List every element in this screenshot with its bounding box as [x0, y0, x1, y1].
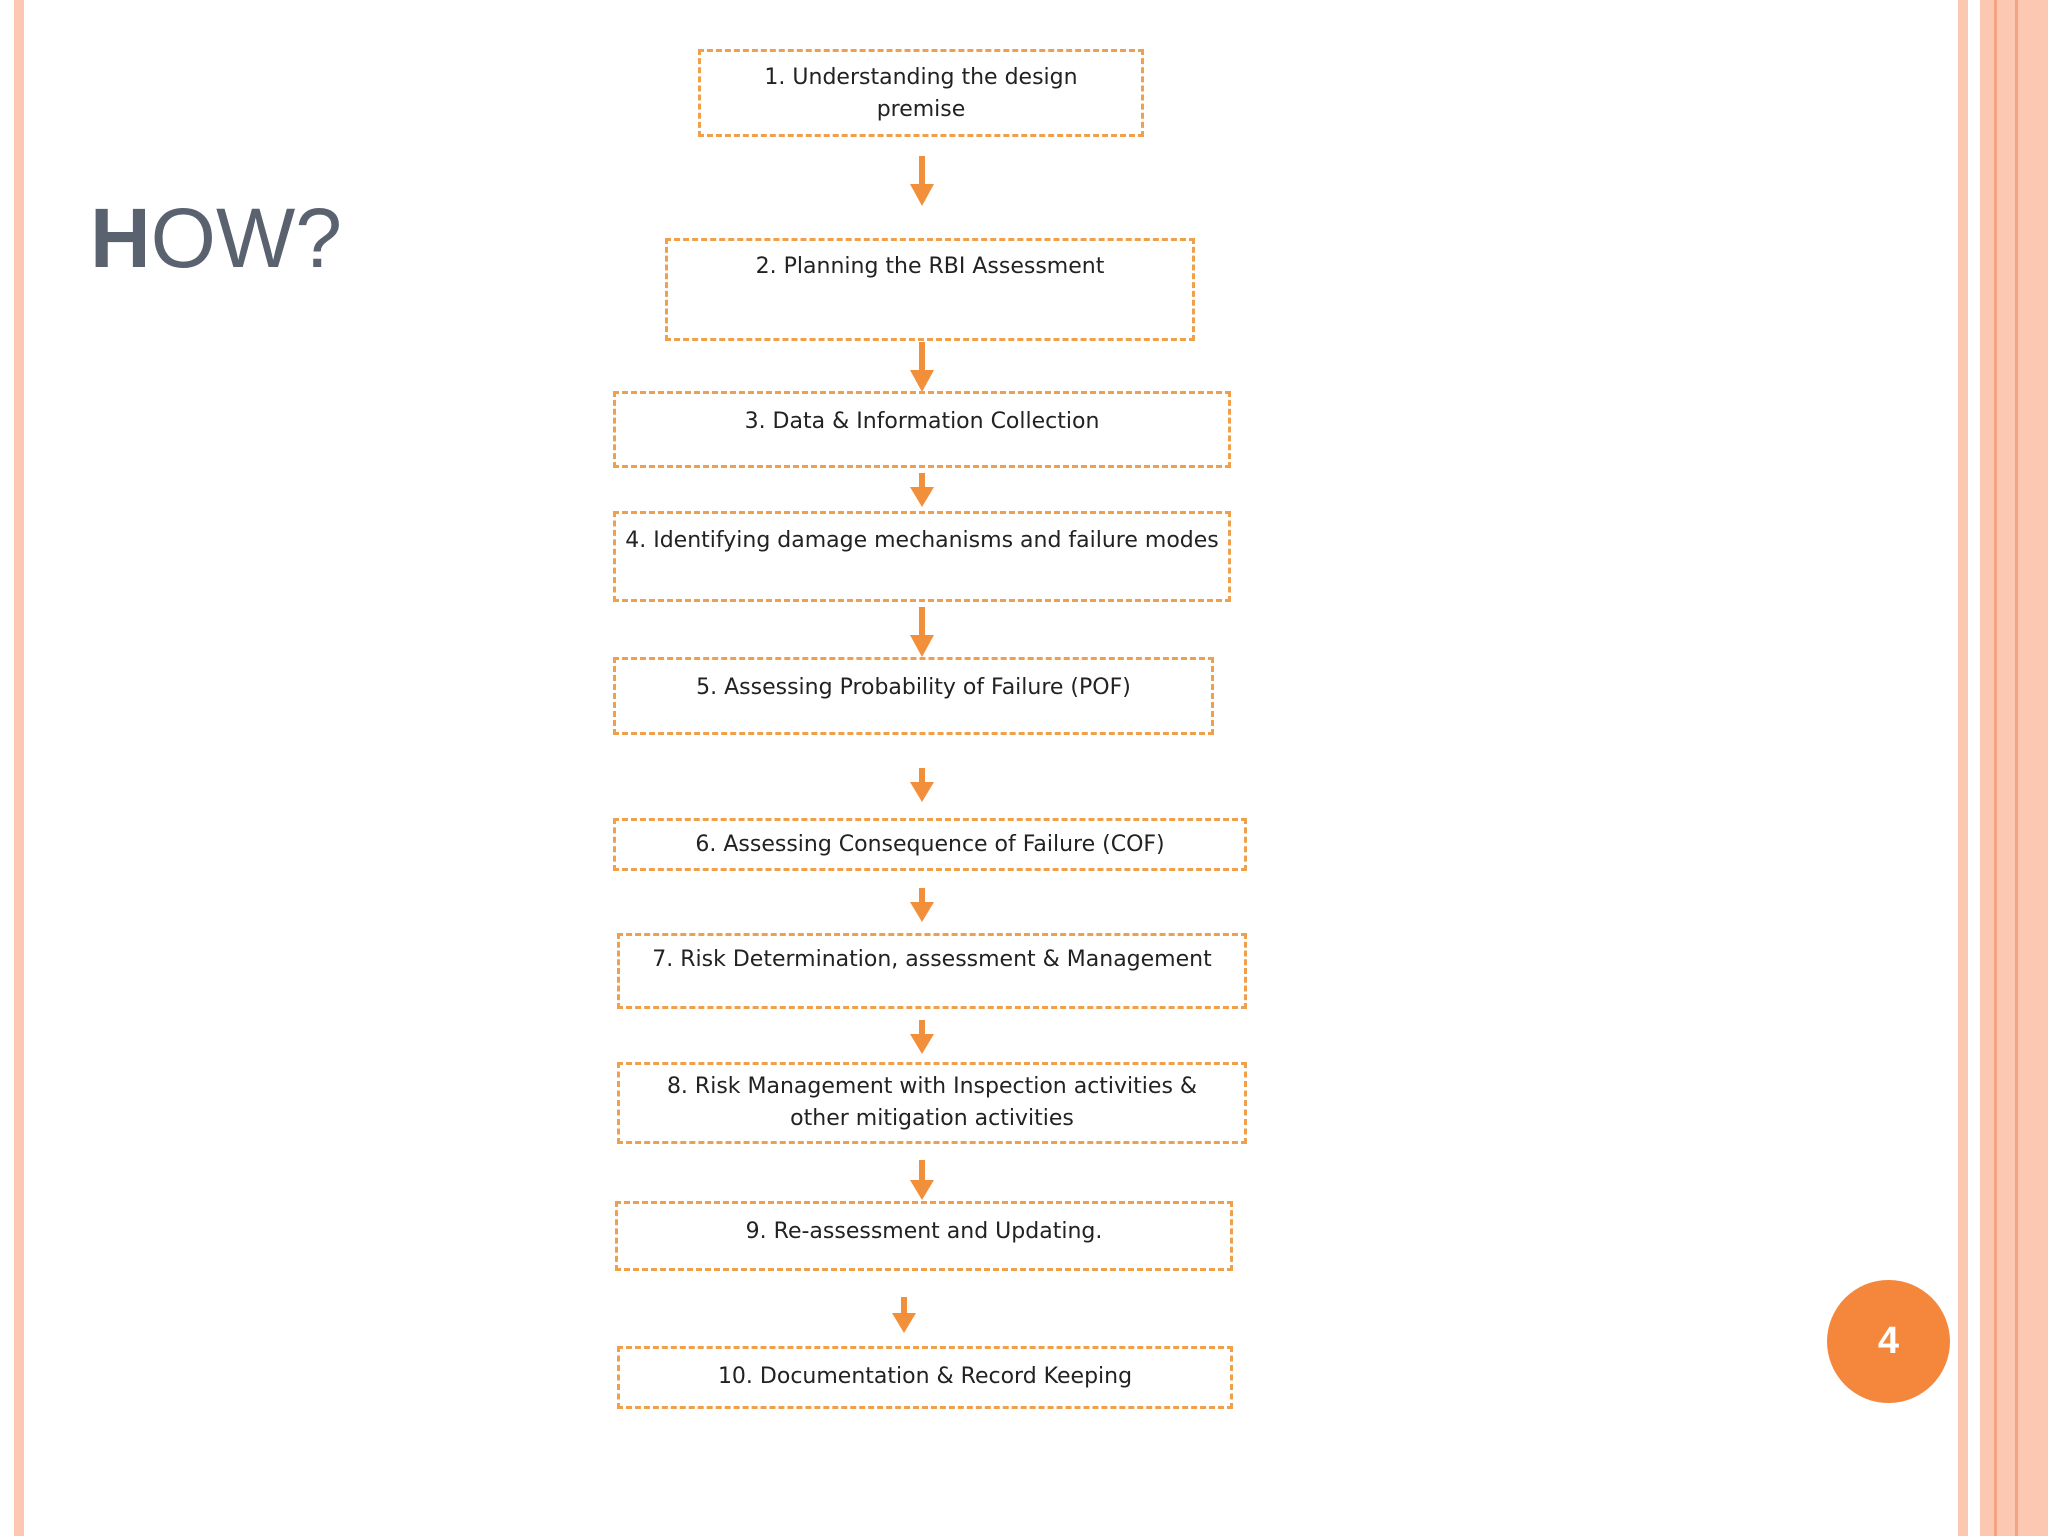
flow-step-3: [613, 391, 1231, 468]
flow-step-8: [617, 1062, 1247, 1144]
flow-step-2: [665, 238, 1195, 341]
flow-arrow-icon: [910, 768, 934, 802]
flow-arrow-icon: [910, 888, 934, 922]
title-rest: OW?: [150, 191, 343, 285]
left-border-stripe: [14, 0, 24, 1536]
slide-title: [90, 191, 343, 285]
flow-step-5: [613, 657, 1214, 735]
flow-arrow-icon: [910, 1020, 934, 1054]
flow-step-label: 9. Re-assessment and Updating.: [745, 1219, 1103, 1244]
flow-step-4: [613, 511, 1231, 602]
right-border-stripe: [1997, 0, 2048, 1536]
flow-step-9: [615, 1201, 1233, 1271]
flow-step-1: [698, 49, 1144, 137]
flow-step-6: [613, 818, 1247, 871]
flow-step-label: 3. Data & Information Collection: [744, 409, 1100, 434]
flow-arrow-icon: [910, 156, 934, 206]
page-number-badge: 4: [1827, 1280, 1950, 1403]
flow-step-label: 4. Identifying damage mechanisms and failure modes: [625, 528, 1219, 553]
flow-arrow-icon: [910, 342, 934, 392]
flow-step-10: [617, 1346, 1233, 1409]
right-border-line: [2015, 0, 2018, 1536]
flow-step-label: 10. Documentation & Record Keeping: [717, 1364, 1133, 1389]
flow-step-7: [617, 933, 1247, 1009]
flow-arrow-icon: [910, 473, 934, 507]
flow-arrow-icon: [910, 607, 934, 657]
title-initial: H: [90, 191, 151, 285]
flow-step-label: 8. Risk Management with Inspection activities & other mitigation activities: [666, 1074, 1198, 1131]
right-border-stripe: [1958, 0, 1968, 1536]
flow-arrow-icon: [910, 1160, 934, 1200]
flow-step-label: 7. Risk Determination, assessment & Management: [652, 947, 1212, 972]
flow-step-label: 2. Planning the RBI Assessment: [755, 254, 1105, 279]
flow-step-label: 6. Assessing Consequence of Failure (COF): [695, 832, 1165, 857]
flow-step-label: 5. Assessing Probability of Failure (POF): [696, 675, 1131, 700]
flow-arrow-icon: [892, 1297, 916, 1333]
right-border-stripe: [1980, 0, 1994, 1536]
flow-step-label: 1. Understanding the design premise: [764, 65, 1078, 122]
